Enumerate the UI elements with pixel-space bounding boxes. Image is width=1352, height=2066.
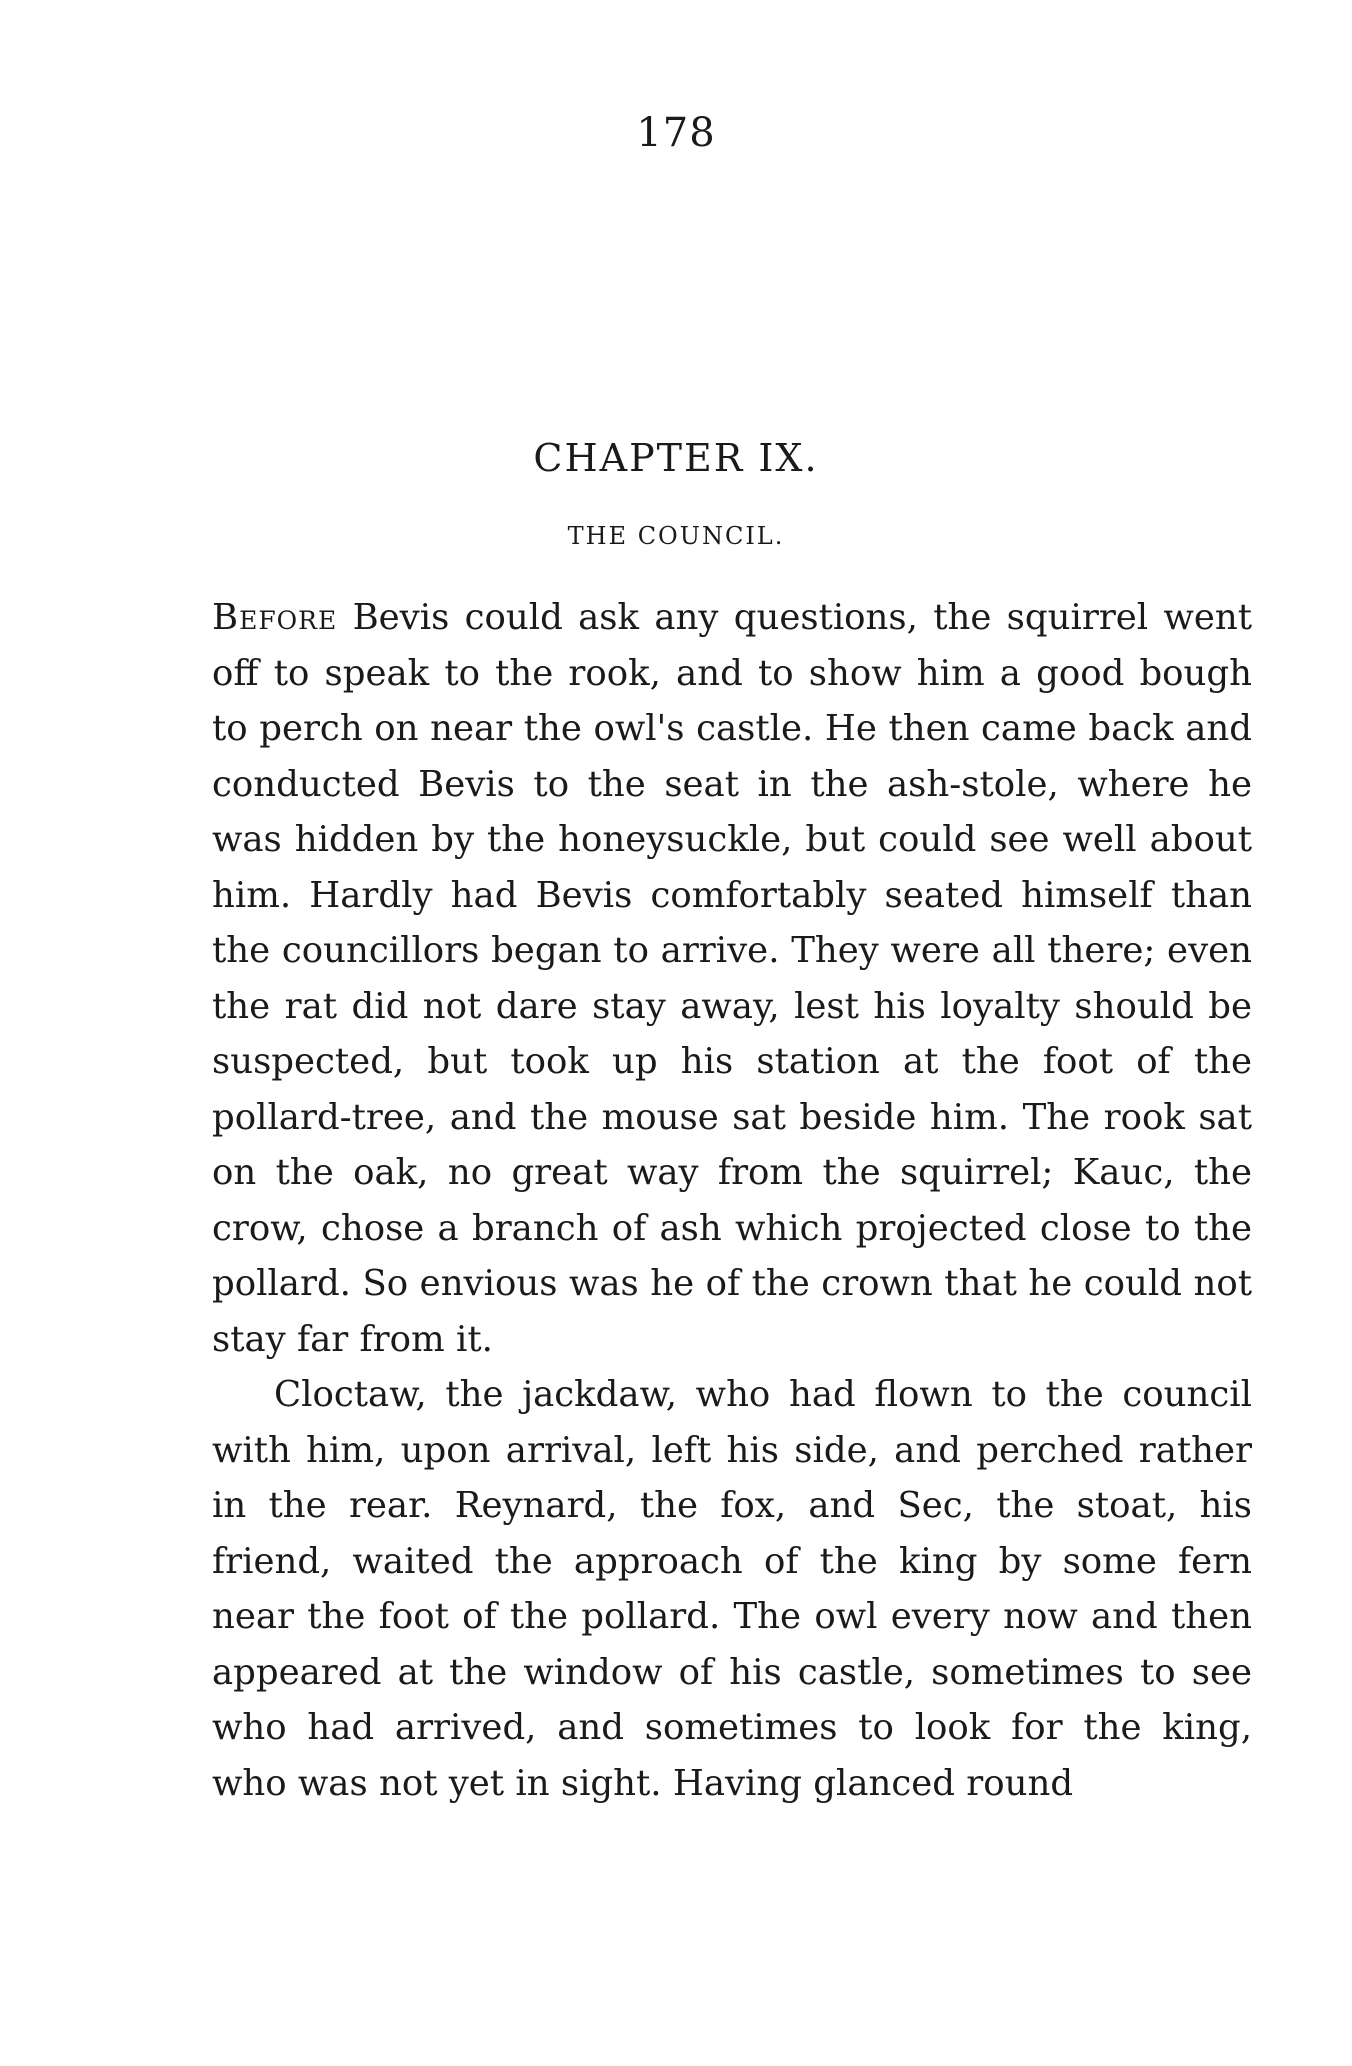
chapter-title: CHAPTER IX. — [533, 436, 819, 480]
page-number: 178 — [636, 110, 716, 156]
paragraph-1-text: Bevis could ask any questions, the squirrel went off to speak to the rook, and to show him a good bough to perch on near the owl's castle. He then came back and conducted Bevis to the seat in the ash-stole, where he was hidden by the honeysuckle, but could see well about him. Hardly had Bevis comfortably seated himself than the councillors began to arrive. They were all there; even the rat did not dare stay away, lest his loyalty should be suspected, but took up his station at the foot of the pollard-tree, and the mouse sat beside him. The rook sat on the oak, no great way from the squirrel; Kauc, the crow, chose a branch of ash which projected close to the pollard. So envious was he of the crown that he could not stay far from it. — [212, 597, 1252, 1360]
body-text — [212, 590, 1252, 1811]
chapter-subtitle: THE COUNCIL. — [567, 522, 785, 550]
paragraph-2: Cloctaw, the jackdaw, who had flown to the council with him, upon arrival, left his side, and perched rather in the rear. Reynard, the fox, and Sec, the stoat, his friend, waited the approach of the king by some fern near the foot of the pollard. The owl every now and then appeared at the window of his castle, sometimes to see who had arrived, and sometimes to look for the king, who was not yet in sight. Having glanced round — [212, 1374, 1252, 1804]
paragraph-1 — [212, 590, 1252, 1367]
paragraph-lead-word: Before — [212, 597, 338, 638]
